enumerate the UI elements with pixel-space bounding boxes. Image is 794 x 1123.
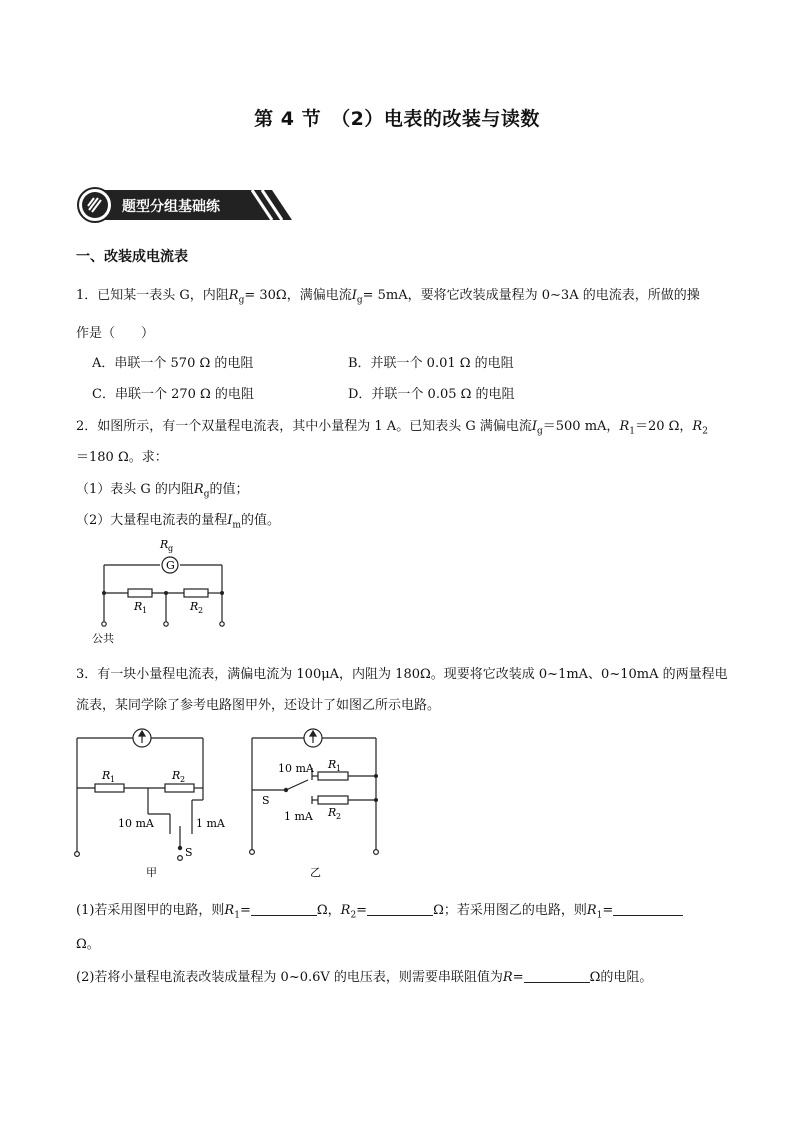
svg-text:g: g	[168, 544, 174, 553]
svg-text:R: R	[328, 758, 337, 771]
svg-text:1 mA: 1 mA	[196, 817, 225, 830]
svg-text:甲: 甲	[146, 866, 157, 879]
svg-text:1: 1	[110, 775, 116, 784]
q3-stem: 3．有一块小量程电流表，满偏电流为 100μA，内阻为 180Ω。现要将它改装成 0~1mA、0~10mA 的两量程电	[76, 667, 728, 682]
svg-text:乙: 乙	[310, 866, 321, 879]
section-heading: 一、改装成电流表	[76, 249, 188, 265]
q2-part2: （2）大量程电流表的量程$I_m$的值。	[76, 513, 280, 531]
svg-text:R: R	[172, 769, 181, 782]
q3-part2: (2)若将小量程电流表改装成量程为 0~0.6V 的电压表，则需要串联阻值为R= Ω的电阻。	[76, 970, 653, 985]
svg-text:1: 1	[142, 606, 148, 615]
svg-text:1: 1	[336, 764, 342, 773]
svg-text:2: 2	[198, 606, 204, 615]
svg-text:R: R	[190, 600, 199, 613]
q1-option-a: A．串联一个 570 Ω 的电阻	[92, 356, 254, 371]
meter-g-label: G	[166, 559, 175, 572]
q1-option-b: B．并联一个 0.01 Ω 的电阻	[348, 356, 514, 371]
svg-text:2: 2	[336, 812, 342, 821]
svg-text:R: R	[134, 600, 143, 613]
q1-option-d: D．并联一个 0.05 Ω 的电阻	[348, 387, 515, 402]
q3-figure-a	[66, 724, 236, 880]
svg-text:R: R	[102, 769, 111, 782]
svg-text:R: R	[328, 806, 337, 819]
answer-blank-2[interactable]	[367, 903, 433, 916]
q1-stem-line2: 作是（ ）	[76, 326, 155, 341]
q2-stem-line2: ＝180 Ω。求：	[76, 450, 168, 465]
q3-part1: (1)若采用图甲的电路，则$R_1= \Omega$，$R_2= \Omega$；若采用图乙的电路，则$R_1=$	[76, 899, 683, 921]
banner-label: 题型分组基础练	[122, 199, 220, 215]
answer-blank-1[interactable]	[251, 903, 317, 916]
q3-stem-line2: 流表，某同学除了参考电路图甲外，还设计了如图乙所示电路。	[76, 698, 441, 713]
q1-stem: 1．已知某一表头 G，内阻$R_g= 30\Omega$，满偏电流$I_g= 5mA$，要将它改装成量程为 0∼3A 的电流表，所做的操	[76, 288, 700, 306]
svg-text:10 mA: 10 mA	[278, 762, 314, 775]
svg-text:S: S	[262, 794, 270, 807]
page-title: 第 4 节 （2）电表的改装与读数	[254, 108, 540, 130]
q3-figure-b	[238, 724, 388, 880]
q2-part1: （1）表头 G 的内阻$R_g$的值；	[76, 482, 249, 500]
section-banner	[76, 186, 296, 228]
svg-text:2: 2	[180, 775, 186, 784]
svg-text:10 mA: 10 mA	[118, 817, 154, 830]
svg-text:1 mA: 1 mA	[284, 810, 313, 823]
q2-circuit-diagram	[76, 536, 246, 648]
q3-part1-end: Ω。	[76, 937, 100, 952]
svg-text:S: S	[185, 846, 193, 859]
svg-text:公共: 公共	[92, 632, 114, 645]
answer-blank-4[interactable]	[524, 970, 590, 983]
q2-stem: 2．如图所示，有一个双量程电流表，其中小量程为 1 A。已知表头 G 满偏电流$I_g=500$ mA，$R_1=20$ Ω，$R_2$	[76, 419, 708, 437]
q1-option-c: C．串联一个 270 Ω 的电阻	[92, 387, 254, 402]
answer-blank-3[interactable]	[613, 903, 683, 916]
svg-text:R: R	[160, 538, 169, 551]
